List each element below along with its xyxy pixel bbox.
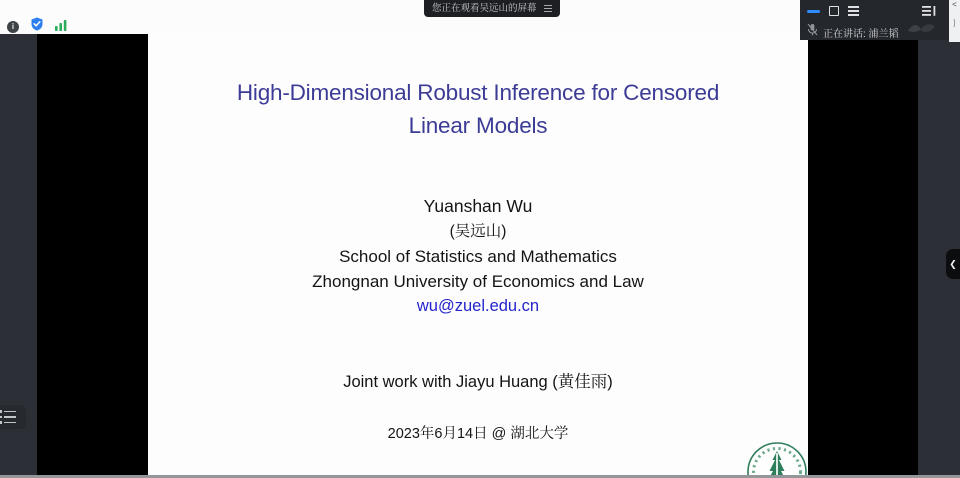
network-signal-icon[interactable] xyxy=(55,18,68,36)
right-black-bar xyxy=(808,34,918,478)
restore-window-button[interactable] xyxy=(829,6,839,16)
presentation-slide xyxy=(148,34,808,478)
side-resize-strip[interactable] xyxy=(949,0,960,42)
list-view-button[interactable] xyxy=(848,6,859,15)
author-block xyxy=(148,194,808,319)
annotation-list-button[interactable] xyxy=(0,405,26,429)
panel-controls-row xyxy=(800,0,950,17)
chevron-left-icon: ❮ xyxy=(949,258,957,269)
slide-title xyxy=(148,76,808,142)
speaking-now-label: 正在讲话: 浦兰韬 xyxy=(823,28,899,40)
meeting-watermark-icon xyxy=(907,19,937,38)
slide-title-line2: Linear Models xyxy=(408,113,548,138)
strip-mark-bottom: ] xyxy=(953,20,956,27)
author-name-cn: (吴远山) xyxy=(449,223,507,240)
meeting-panel xyxy=(800,0,950,40)
member-list-icon[interactable] xyxy=(922,5,936,17)
left-black-bar xyxy=(37,34,148,478)
meeting-info-icon[interactable]: i xyxy=(7,21,19,33)
affiliation-university: Zhongnan University of Economics and Law xyxy=(312,272,644,291)
watching-screen-banner[interactable] xyxy=(424,0,560,17)
email-link[interactable]: wu@zuel.edu.cn xyxy=(416,297,540,315)
strip-mark-top: < xyxy=(952,0,957,9)
author-name: Yuanshan Wu xyxy=(423,196,533,216)
minimize-button[interactable] xyxy=(807,10,820,13)
date-venue-line: 2023年6月14日 @ 湖北大学 xyxy=(387,426,569,442)
banner-menu-icon[interactable] xyxy=(544,5,552,14)
collapse-panel-tab[interactable] xyxy=(946,249,960,279)
banner-text: 您正在观看吴远山的屏幕 xyxy=(432,3,537,14)
speaker-row xyxy=(800,17,950,41)
joint-work-line: Joint work with Jiayu Huang (黄佳雨) xyxy=(343,373,613,391)
mic-muted-icon xyxy=(807,23,818,41)
affiliation-school: School of Statistics and Mathematics xyxy=(339,247,617,266)
slide-title-line1: High-Dimensional Robust Inference for Censored xyxy=(236,80,720,105)
university-logo xyxy=(745,439,809,478)
